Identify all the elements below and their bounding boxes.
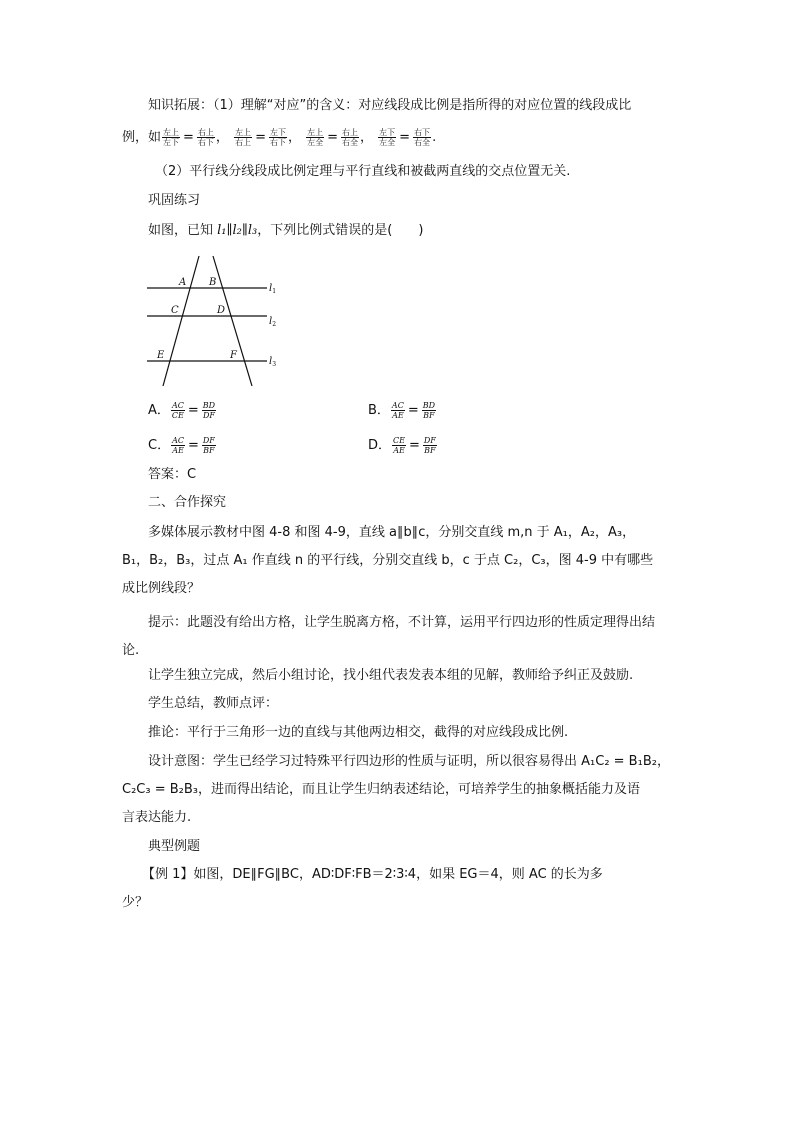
point-label-d: D xyxy=(217,305,226,316)
example-1-line-1: 【例 1】如图，DE∥FG∥BC，AD∶DF∶FB＝2∶3∶4，如果 EG＝4，则 AC 的长为多 xyxy=(142,867,603,882)
fraction: $\frac{AC}{AE}$ xyxy=(391,401,404,420)
transversal-left xyxy=(163,256,199,386)
design-intent-line-1: 设计意图：学生已经学习过特殊平行四边形的性质与证明，所以很容易得出 A₁C₂ = B₁B₂， xyxy=(148,754,670,769)
line-label-l2: $l_2$ xyxy=(269,316,277,328)
option-a: A． $\frac{AC}{CE}$ = $\frac{BD}{DF}$ xyxy=(148,401,216,420)
example-1-line-2: 少？ xyxy=(122,895,149,910)
parallel-lines-figure xyxy=(145,250,295,395)
knowledge-extension-line-3: （2）平行线分线段成比例定理与平行直线和被截两直线的交点位置无关. xyxy=(155,164,571,179)
point-label-f: F xyxy=(230,350,237,361)
fraction: $\frac{\text{左下}}{\text{右下}}$ xyxy=(269,128,286,147)
design-intent-line-3: 言表达能力. xyxy=(122,810,192,825)
line-label-l3: $l_3$ xyxy=(269,356,277,368)
fraction: $\frac{\text{左上}}{\text{左全}}$ xyxy=(307,128,324,147)
point-label-c: C xyxy=(171,305,179,316)
practice-heading: 巩固练习 xyxy=(148,193,201,208)
fraction: $\frac{CE}{AE}$ xyxy=(393,436,405,455)
point-label-a: A xyxy=(179,277,187,288)
point-label-b: B xyxy=(209,277,217,288)
line-label-l1: $l_1$ xyxy=(269,283,277,295)
coop-paragraph-line-2: B₁，B₂，B₃，过点 A₁ 作直线 n 的平行线，分别交直线 b，c 于点 C₂，C₃，图 4-9 中有哪些 xyxy=(122,553,654,568)
option-c: C． $\frac{AC}{AE}$ = $\frac{DF}{BF}$ xyxy=(148,436,215,455)
fraction: $\frac{BD}{DF}$ xyxy=(202,401,216,420)
fraction: $\frac{AC}{CE}$ xyxy=(171,401,184,420)
fraction: $\frac{DF}{BF}$ xyxy=(202,436,215,455)
design-intent-line-2: C₂C₃ = B₂B₃，进而得出结论，而且让学生归纳表述结论，可培养学生的抽象概括能力及语 xyxy=(122,782,640,797)
point-label-e: E xyxy=(157,350,165,361)
examples-heading: 典型例题 xyxy=(148,839,201,854)
fraction: $\frac{DF}{BF}$ xyxy=(423,436,436,455)
parallel-lines-math: l₁∥l₂∥l₃ xyxy=(217,223,258,238)
corollary: 推论：平行于三角形一边的直线与其他两边相交，截得的对应线段成比例. xyxy=(148,725,569,740)
cooperation-heading: 二、合作探究 xyxy=(148,495,227,510)
option-b: B． $\frac{AC}{AE}$ = $\frac{BD}{BF}$ xyxy=(368,401,436,420)
fraction: $\frac{BD}{BF}$ xyxy=(422,401,436,420)
fraction: $\frac{\text{左上}}{\text{右上}}$ xyxy=(235,128,252,147)
coop-paragraph-line-1: 多媒体展示教材中图 4-8 和图 4-9，直线 a∥b∥c，分别交直线 m,n 于 A₁，A₂，A₃， xyxy=(148,525,636,540)
hint-paragraph: 提示：此题没有给出方格，让学生脱离方格，不计算，运用平行四边形的性质定理得出结论. xyxy=(122,615,656,658)
ratio-intro: 例，如 xyxy=(122,130,162,145)
coop-paragraph-line-3: 成比例线段？ xyxy=(122,581,201,596)
option-d: D． $\frac{CE}{AE}$ = $\frac{DF}{BF}$ xyxy=(368,436,436,455)
fraction: $\frac{\text{右上}}{\text{右下}}$ xyxy=(197,128,214,147)
fraction: $\frac{AC}{AE}$ xyxy=(172,436,184,455)
fraction: $\frac{\text{右上}}{\text{右全}}$ xyxy=(342,128,359,147)
answer: 答案：C xyxy=(148,467,197,482)
knowledge-extension-line-2: 例，如 $\frac{\text{左上}}{\text{左下}}$ = $\frac{\text{右上}}{\text{右下}}$ ， $\frac{\text{左上}}{\text{右上}}$ = $\frac{\text{左下}}{\text{右下}}$ ， $\frac{\text{左上}}{\text{左全}}$ = $\frac{\text{右上}}{\text{右全}}$ ， $\frac{\text{左下}}{\text{左全}}$ = $\frac{\text{右下}}{\text{右全}}$ . xyxy=(122,128,437,147)
fraction: $\frac{\text{左上}}{\text{左下}}$ xyxy=(163,128,180,147)
summary-line: 学生总结，教师点评： xyxy=(148,696,279,711)
group-discussion: 让学生独立完成，然后小组讨论，找小组代表发表本组的见解，教师给予纠正及鼓励. xyxy=(148,668,634,683)
practice-question: 如图，已知 l₁∥l₂∥l₃，下列比例式错误的是( ) xyxy=(148,223,424,238)
fraction: $\frac{\text{右下}}{\text{右全}}$ xyxy=(414,128,431,147)
fraction: $\frac{\text{左下}}{\text{左全}}$ xyxy=(379,128,396,147)
knowledge-extension-line-1: 知识拓展：（1）理解“对应”的含义：对应线段成比例是指所得的对应位置的线段成比 xyxy=(148,98,632,113)
transversal-right xyxy=(213,256,252,386)
